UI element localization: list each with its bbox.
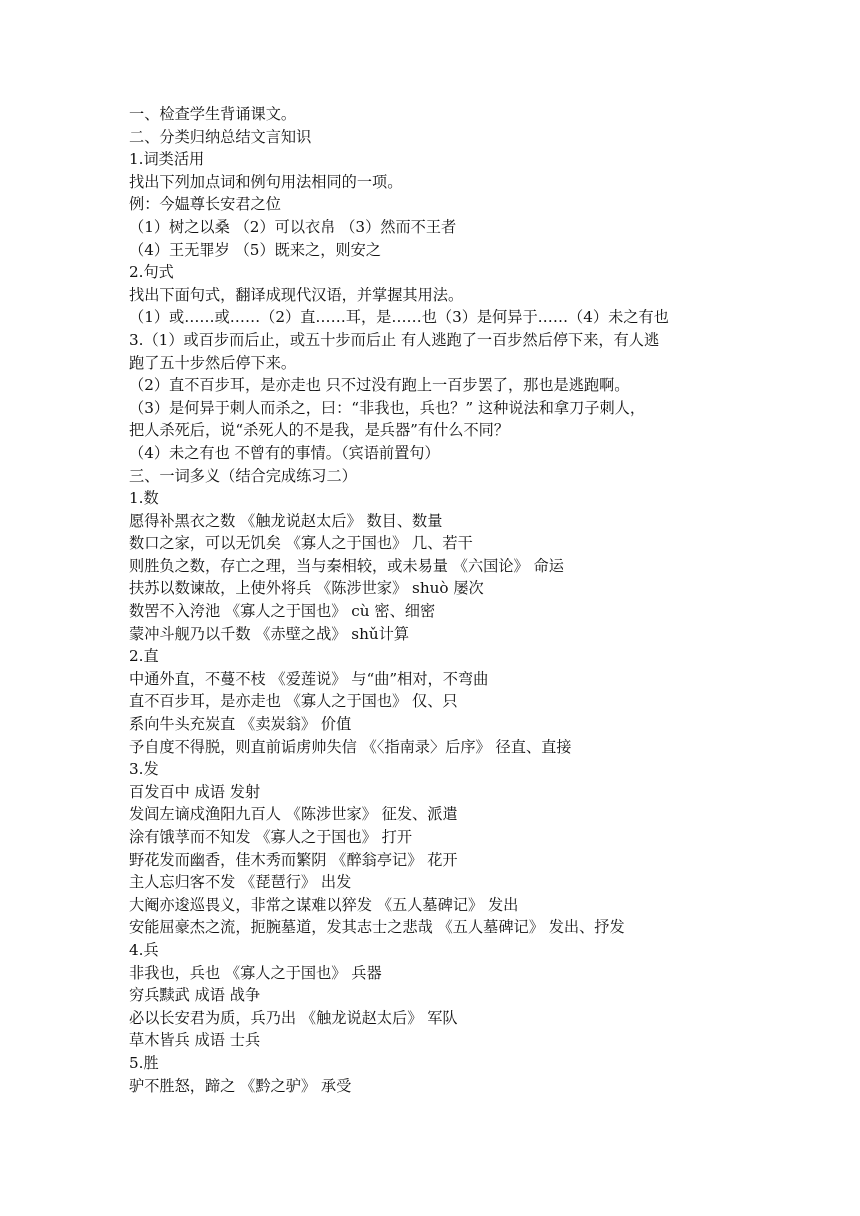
text-line: 驴不胜怒，蹄之 《黔之驴》 承受 [129, 1076, 352, 1095]
text-line: 数口之家，可以无饥矣 《寡人之于国也》 几、若干 [129, 534, 473, 553]
subheading-shu: 1.数 [129, 489, 159, 508]
subheading-sheng: 5.胜 [129, 1053, 159, 1072]
text-line: 必以长安君为质，兵乃出 《触龙说赵太后》 军队 [129, 1008, 458, 1027]
subheading-sentence-pattern: 2.句式 [129, 263, 174, 282]
text-line: 大阉亦逡巡畏义，非常之谋难以猝发 《五人墓碑记》 发出 [129, 895, 519, 914]
text-line: （1）或……或……（2）直……耳，是……也（3）是何异于……（4）未之有也 [129, 308, 669, 327]
subheading-fa: 3.发 [129, 760, 159, 779]
text-line: 主人忘归客不发 《琵琶行》 出发 [129, 873, 352, 892]
text-line: （4）王无罪岁 （5）既来之，则安之 [129, 240, 381, 259]
text-line: （1）树之以桑 （2）可以衣帛 （3）然而不王者 [129, 217, 457, 236]
text-line: 则胜负之数，存亡之理，当与秦相较，或未易量 《六国论》 命运 [129, 556, 564, 575]
text-line: 找出下列加点词和例句用法相同的一项。 [129, 172, 403, 191]
text-line: 草木皆兵 成语 士兵 [129, 1031, 261, 1050]
subheading-word-class: 1.词类活用 [129, 150, 205, 169]
text-line: 中通外直，不蔓不枝 《爱莲说》 与“曲”相对，不弯曲 [129, 669, 489, 688]
text-line: 数罟不入洿池 《寡人之于国也》 cù 密、细密 [129, 602, 436, 621]
text-line: 野花发而幽香，佳木秀而繁阴 《醉翁亭记》 花开 [129, 850, 458, 869]
subheading-zhi: 2.直 [129, 647, 159, 666]
text-line: 非我也，兵也 《寡人之于国也》 兵器 [129, 963, 382, 982]
heading-polysemy: 三、一词多义（结合完成练习二） [129, 466, 357, 485]
text-line: 3.（1）或百步而后止，或五十步而后止 有人逃跑了一百步然后停下来，有人逃 [129, 330, 660, 349]
text-line: 系向牛头充炭直 《卖炭翁》 价值 [129, 715, 352, 734]
text-line: 涂有饿莩而不知发 《寡人之于国也》 打开 [129, 828, 413, 846]
heading-classify: 二、分类归纳总结文言知识 [129, 127, 312, 146]
heading-recite: 一、检查学生背诵课文。 [129, 105, 297, 123]
subheading-bing: 4.兵 [129, 940, 159, 959]
text-line: （4）未之有也 不曾有的事情。（宾语前置句） [129, 443, 440, 462]
text-line: （2）直不百步耳，是亦走也 只不过没有跑上一百步罢了，那也是逃跑啊。 [129, 376, 630, 395]
text-line: 扶苏以数谏故，上使外将兵 《陈涉世家》 shuò 屡次 [129, 579, 484, 598]
text-line: 蒙冲斗舰乃以千数 《赤壁之战》 shǔ计算 [129, 624, 410, 643]
text-line: 找出下面句式，翻译成现代汉语，并掌握其用法。 [129, 285, 464, 304]
text-line: 穷兵黩武 成语 战争 [129, 986, 261, 1005]
text-line: 直不百步耳，是亦走也 《寡人之于国也》 仅、只 [129, 692, 458, 711]
text-line: 例：今媪尊长安君之位 [129, 195, 281, 214]
text-line: 百发百中 成语 发射 [129, 782, 261, 801]
text-line: 跑了五十步然后停下来。 [129, 353, 297, 372]
text-line: 安能屈豪杰之流，扼腕墓道，发其志士之悲哉 《五人墓碑记》 发出、抒发 [129, 918, 625, 937]
text-line: （3）是何异于刺人而杀之，曰：“非我也，兵也？” 这种说法和拿刀子刺人， [129, 398, 646, 417]
text-line: 予自度不得脱，则直前诟虏帅失信 《〈指南录〉后序》 径直、直接 [129, 737, 572, 756]
text-line: 发闾左谪戍渔阳九百人 《陈涉世家》 征发、派遣 [129, 805, 458, 824]
text-line: 把人杀死后，说“杀死人的不是我，是兵器”有什么不同？ [129, 421, 510, 440]
text-line: 愿得补黑衣之数 《触龙说赵太后》 数目、数量 [129, 511, 443, 530]
